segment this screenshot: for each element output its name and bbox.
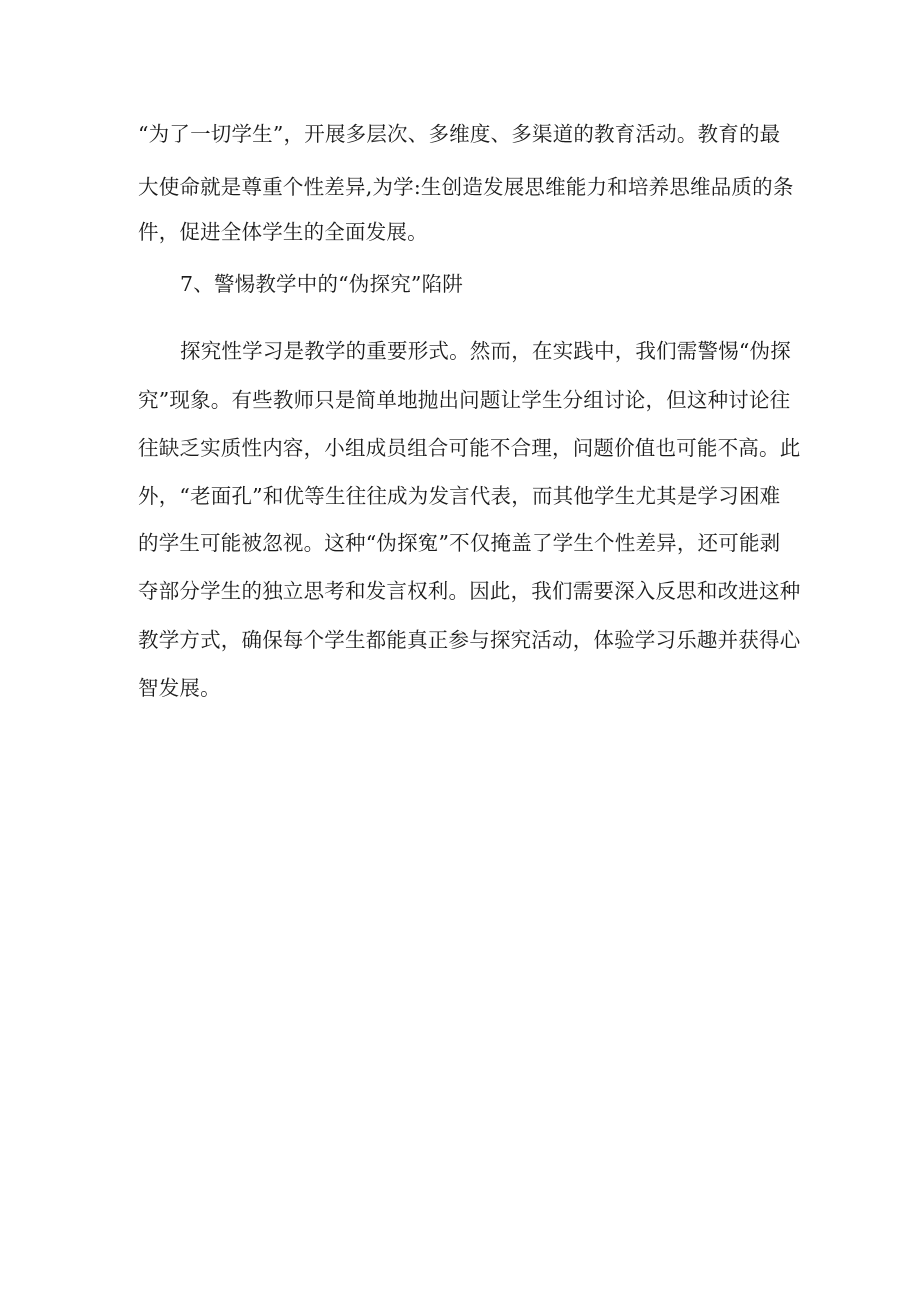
paragraph-1-line-3: 件，促进全体学生的全面发展。	[138, 220, 428, 244]
paragraph-2-line-2: 究”现象。有些教师只是简单地抛出问题让学生分组讨论，但这种讨论往	[138, 388, 791, 412]
section-heading-7: 7、警惕教学中的“伪探究”陷阱	[180, 272, 464, 296]
paragraph-2-line-6: 夺部分学生的独立思考和发言权利。因此，我们需要深入反思和改进这种	[138, 579, 801, 603]
paragraph-2-line-5: 的学生可能被忽视。这种“伪探寃”不仅掩盖了学生个性差异，还可能剥	[138, 531, 781, 555]
paragraph-2-line-8: 智发展。	[138, 676, 221, 700]
paragraph-2-line-4: 外，“老面孔”和优等生往往成为发言代表，而其他学生尤其是学习困难	[138, 484, 781, 508]
paragraph-2-line-1: 探究性学习是教学的重要形式。然而，在实践中，我们需警惕“伪探	[180, 339, 791, 363]
paragraph-1-line-1: “为了一切学生”，开展多层次、多维度、多渠道的教育活动。教育的最	[138, 122, 781, 146]
paragraph-2-line-3: 往缺乏实质性内容，小组成员组合可能不合理，问题价值也可能不高。此	[138, 436, 801, 460]
paragraph-2-line-7: 教学方式，确保每个学生都能真正参与探究活动，体验学习乐趣并获得心	[138, 628, 801, 652]
paragraph-1-line-2: 大使命就是尊重个性差异,为学:生创造发展思维能力和培养思维品质的条	[138, 175, 794, 199]
